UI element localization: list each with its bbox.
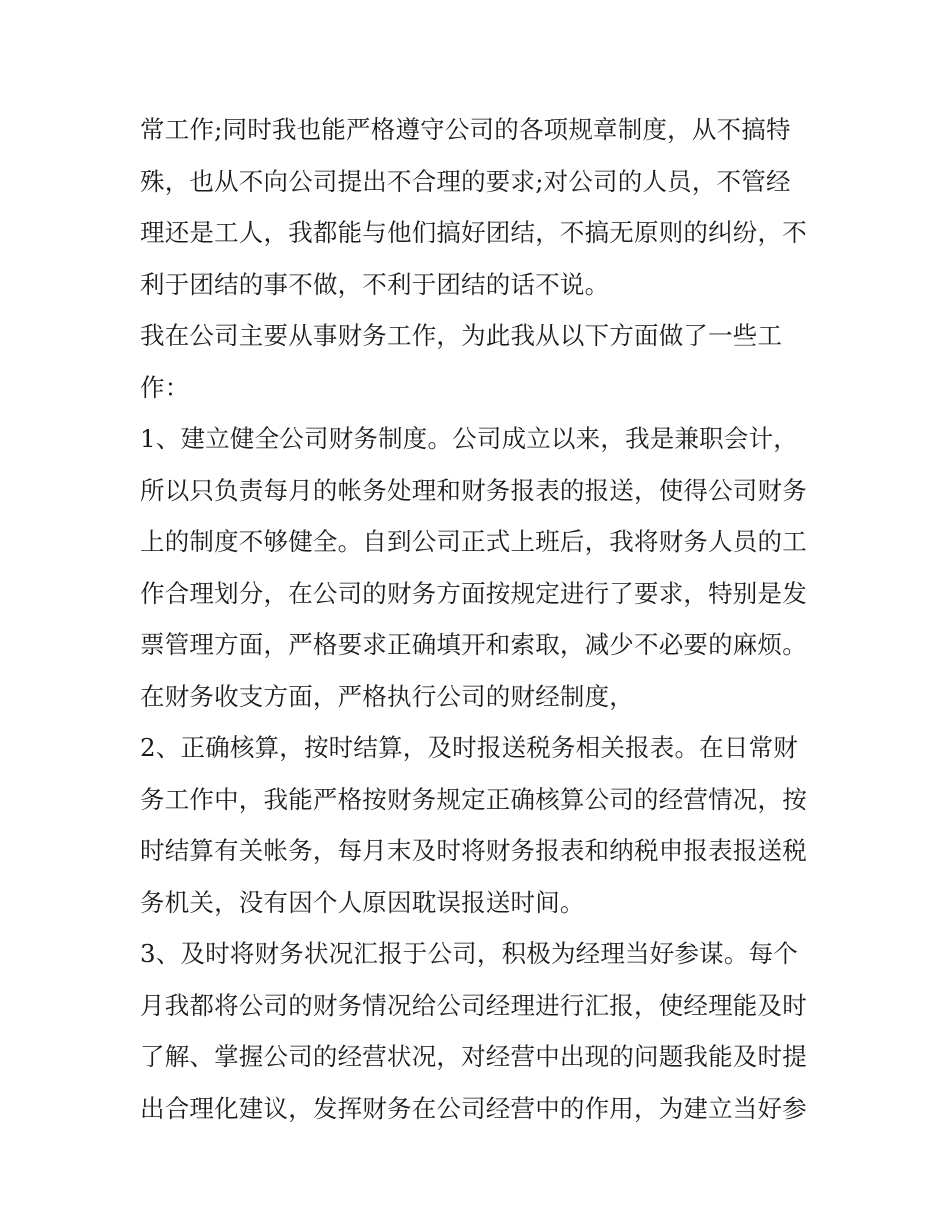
text-line-16: 务机关，没有因个人原因耽误报送时间。 bbox=[140, 887, 585, 917]
text-line-19: 了解、掌握公司的经营状况，对经营中出现的问题我能及时提 bbox=[140, 1042, 807, 1071]
text-line-20: 出合理化建议，发挥财务在公司经营中的作用，为建立当好参 bbox=[140, 1093, 807, 1123]
text-line-12: 在财务收支方面，严格执行公司的财经制度， bbox=[140, 681, 634, 711]
text-line-4: 利于团结的事不做，不利于团结的话不说。 bbox=[140, 269, 610, 299]
text-line-11: 票管理方面，严格要求正确填开和索取，减少不必要的麻烦。 bbox=[140, 630, 807, 659]
text-line-7: 1、建立健全公司财务制度。公司成立以来，我是兼职会计， bbox=[140, 424, 798, 453]
text-line-1: 常工作;同时我也能严格遵守公司的各项规章制度，从不搞特 bbox=[140, 115, 791, 144]
text-line-18: 月我都将公司的财务情况给公司经理进行汇报，使经理能及时 bbox=[140, 990, 807, 1020]
text-line-2: 殊，也从不向公司提出不合理的要求;对公司的人员，不管经 bbox=[140, 166, 791, 196]
text-line-13: 2、正确核算，按时结算，及时报送税务相关报表。在日常财 bbox=[140, 733, 798, 762]
text-line-3: 理还是工人，我都能与他们搞好团结，不搞无原则的纠纷，不 bbox=[140, 218, 807, 247]
text-line-9: 上的制度不够健全。自到公司正式上班后，我将财务人员的工 bbox=[140, 527, 807, 556]
text-line-10: 作合理划分，在公司的财务方面按规定进行了要求，特别是发 bbox=[140, 578, 807, 608]
body-text bbox=[140, 104, 820, 1134]
text-line-5: 我在公司主要从事财务工作，为此我从以下方面做了一些工 bbox=[140, 321, 783, 350]
text-line-14: 务工作中，我能严格按财务规定正确核算公司的经营情况，按 bbox=[140, 784, 807, 814]
text-line-17: 3、及时将财务状况汇报于公司，积极为经理当好参谋。每个 bbox=[140, 939, 798, 968]
text-line-8: 所以只负责每月的帐务处理和财务报表的报送，使得公司财务 bbox=[140, 475, 807, 505]
text-line-6: 作： bbox=[140, 372, 190, 402]
text-line-15: 时结算有关帐务，每月末及时将财务报表和纳税申报表报送税 bbox=[140, 836, 807, 865]
